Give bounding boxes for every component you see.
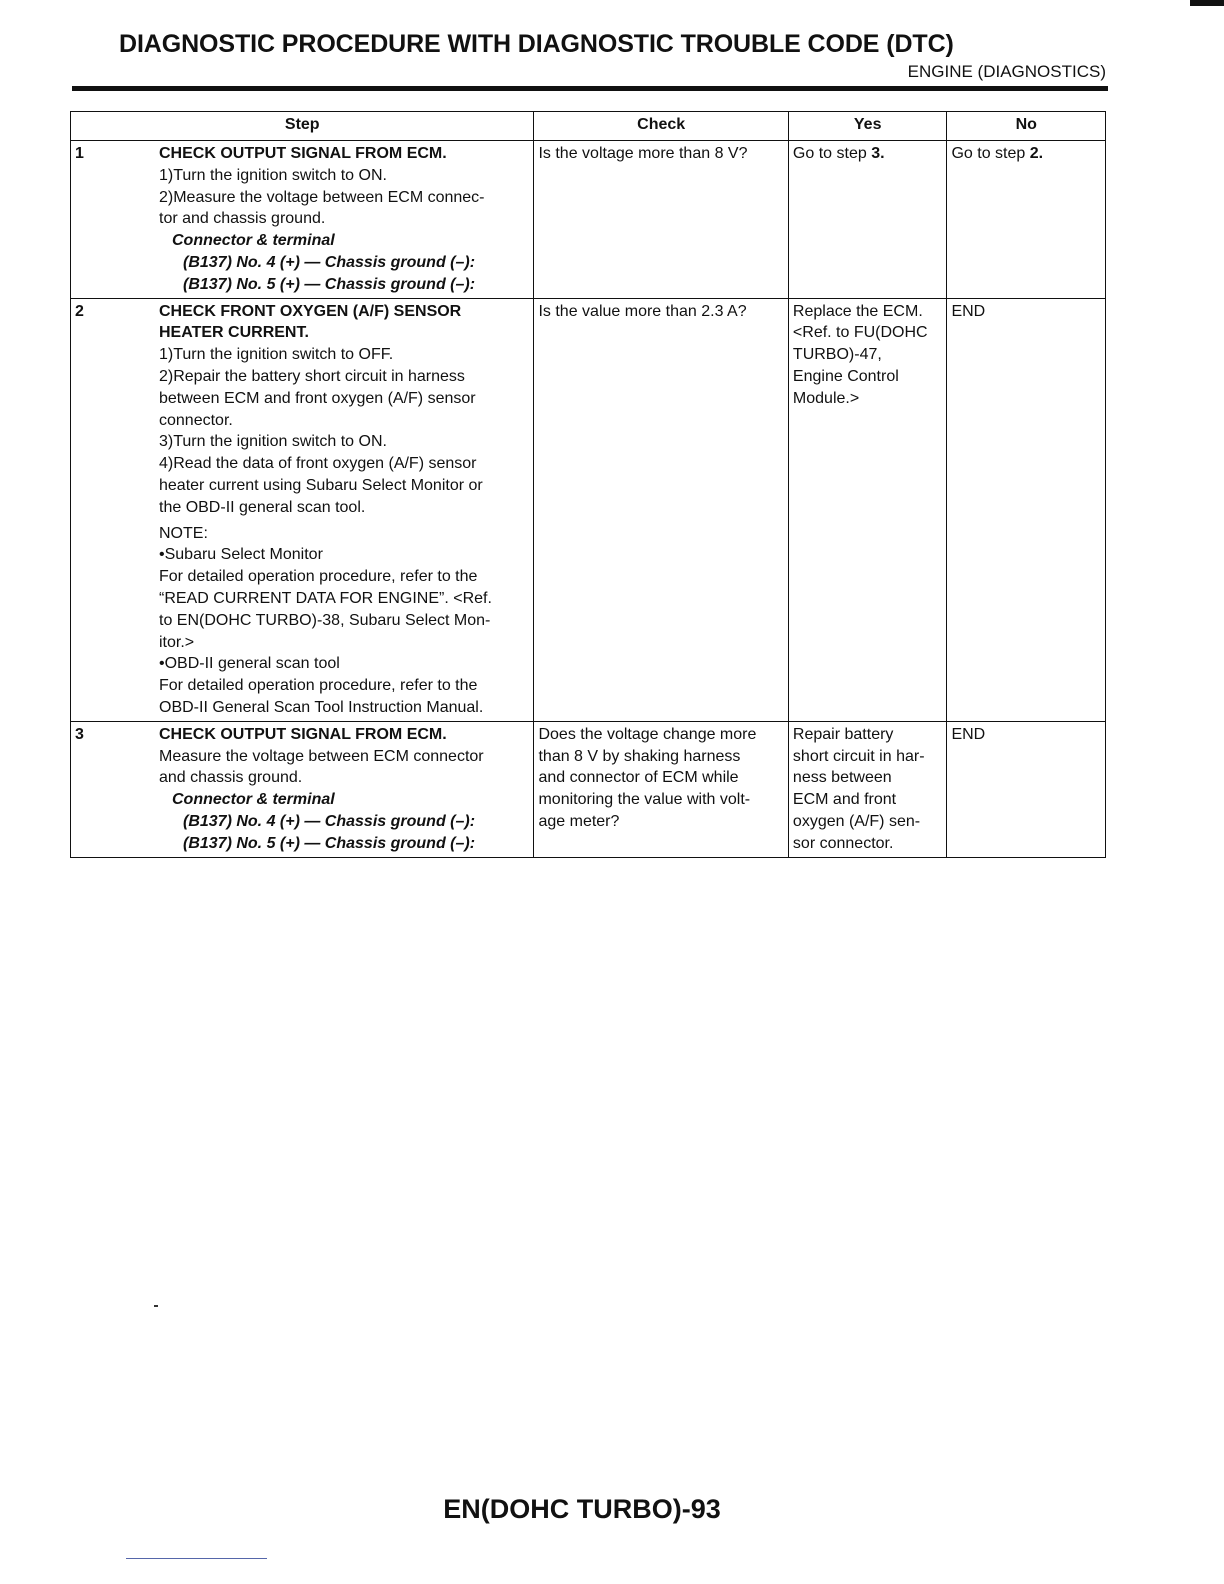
- table-row: [71, 141, 1106, 299]
- no-step-ref: 2.: [1029, 145, 1044, 162]
- connector-line: (B137) No. 4 (+) — Chassis ground (–):: [183, 253, 476, 271]
- check-line: age meter?: [538, 812, 620, 830]
- note-heading: NOTE:: [159, 524, 208, 542]
- no-text: END: [951, 302, 986, 320]
- connector-line: (B137) No. 5 (+) — Chassis ground (–):: [183, 834, 476, 852]
- step-line: between ECM and front oxygen (A/F) sensor: [159, 389, 476, 407]
- step-line: Measure the voltage between ECM connector: [159, 747, 484, 765]
- yes-text: Go to step: [792, 145, 872, 162]
- note-line: •Subaru Select Monitor: [159, 546, 323, 564]
- column-header-check: Check: [534, 112, 788, 141]
- yes-step-ref: 3.: [871, 145, 885, 162]
- note-line: to EN(DOHC TURBO)-38, Subaru Select Mon-: [159, 611, 491, 629]
- step-line: tor and chassis ground.: [159, 210, 326, 228]
- yes-line: Engine Control: [792, 367, 899, 385]
- diagnostic-table: [70, 111, 1106, 858]
- step-line: the OBD-II general scan tool.: [159, 498, 366, 516]
- check-cell: [534, 298, 788, 721]
- table-row: [71, 721, 1106, 857]
- yes-line: TURBO)-47,: [792, 346, 882, 364]
- check-line: than 8 V by shaking harness: [538, 747, 741, 765]
- section-subtitle: ENGINE (DIAGNOSTICS): [907, 62, 1106, 81]
- step-cell: [71, 721, 534, 857]
- yes-cell: [788, 141, 947, 299]
- step-number: 2: [75, 302, 84, 320]
- no-cell: [947, 141, 1106, 299]
- connector-line: (B137) No. 4 (+) — Chassis ground (–):: [183, 812, 476, 830]
- step-line: heater current using Subaru Select Monitor or: [159, 476, 483, 494]
- yes-line: ness between: [792, 769, 892, 787]
- page-number: EN(DOHC TURBO)-93: [443, 1494, 721, 1524]
- yes-line: Module.>: [792, 389, 860, 407]
- yes-line: oxygen (A/F) sen-: [792, 812, 921, 830]
- no-cell: [947, 298, 1106, 721]
- table-row: [71, 298, 1106, 721]
- step-line: 1)Turn the ignition switch to ON.: [159, 166, 387, 184]
- note-line: For detailed operation procedure, refer to the: [159, 677, 478, 695]
- yes-line: short circuit in har-: [792, 747, 925, 765]
- step-line: 2)Measure the voltage between ECM connec-: [159, 188, 485, 206]
- column-header-step: Step: [71, 112, 534, 141]
- yes-line: ECM and front: [792, 791, 897, 809]
- step-line: 4)Read the data of front oxygen (A/F) sensor: [159, 455, 477, 473]
- column-header-no: No: [947, 112, 1106, 141]
- yes-line: Repair battery: [792, 725, 894, 743]
- note-line: For detailed operation procedure, refer to the: [159, 568, 478, 586]
- check-cell: [534, 141, 788, 299]
- note-line: “READ CURRENT DATA FOR ENGINE”. <Ref.: [159, 589, 492, 607]
- header-rule: [72, 86, 1108, 91]
- yes-line: Replace the ECM.: [792, 302, 923, 320]
- no-text: Go to step: [951, 145, 1030, 162]
- no-cell: [947, 721, 1106, 857]
- step-title: HEATER CURRENT.: [159, 324, 309, 342]
- step-number: 1: [75, 145, 84, 162]
- no-text: END: [951, 725, 986, 743]
- page-corner-mark: [1190, 0, 1224, 6]
- check-cell: [534, 721, 788, 857]
- check-line: Does the voltage change more: [538, 725, 757, 743]
- check-text: Is the value more than 2.3 A?: [538, 302, 747, 320]
- step-line: 2)Repair the battery short circuit in harness: [159, 367, 465, 385]
- step-line: connector.: [159, 411, 233, 429]
- column-header-yes: Yes: [788, 112, 947, 141]
- scan-speck: [154, 1305, 158, 1307]
- yes-line: sor connector.: [792, 834, 894, 852]
- yes-cell: [788, 298, 947, 721]
- table-header-row: [71, 112, 1106, 141]
- step-title: CHECK FRONT OXYGEN (A/F) SENSOR: [159, 302, 462, 320]
- connector-label: Connector & terminal: [172, 232, 335, 250]
- yes-line: <Ref. to FU(DOHC: [792, 324, 928, 342]
- step-cell: [71, 298, 534, 721]
- step-cell: [71, 141, 534, 299]
- step-title: CHECK OUTPUT SIGNAL FROM ECM.: [159, 725, 447, 743]
- step-line: 3)Turn the ignition switch to ON.: [159, 433, 387, 451]
- connector-label: Connector & terminal: [172, 791, 335, 809]
- step-title: CHECK OUTPUT SIGNAL FROM ECM.: [159, 145, 447, 162]
- note-line: itor.>: [159, 633, 195, 651]
- connector-line: (B137) No. 5 (+) — Chassis ground (–):: [183, 275, 476, 293]
- yes-cell: [788, 721, 947, 857]
- step-line: and chassis ground.: [159, 769, 303, 787]
- step-line: 1)Turn the ignition switch to OFF.: [159, 346, 394, 364]
- page-title: DIAGNOSTIC PROCEDURE WITH DIAGNOSTIC TROUBLE CODE (DTC): [119, 30, 954, 58]
- check-line: and connector of ECM while: [538, 769, 739, 787]
- check-text: Is the voltage more than 8 V?: [538, 145, 748, 162]
- footer-rule: [126, 1558, 267, 1559]
- note-line: •OBD-II general scan tool: [159, 655, 340, 673]
- check-line: monitoring the value with volt-: [538, 791, 751, 809]
- step-number: 3: [75, 725, 84, 743]
- note-line: OBD-II General Scan Tool Instruction Manual.: [159, 698, 484, 716]
